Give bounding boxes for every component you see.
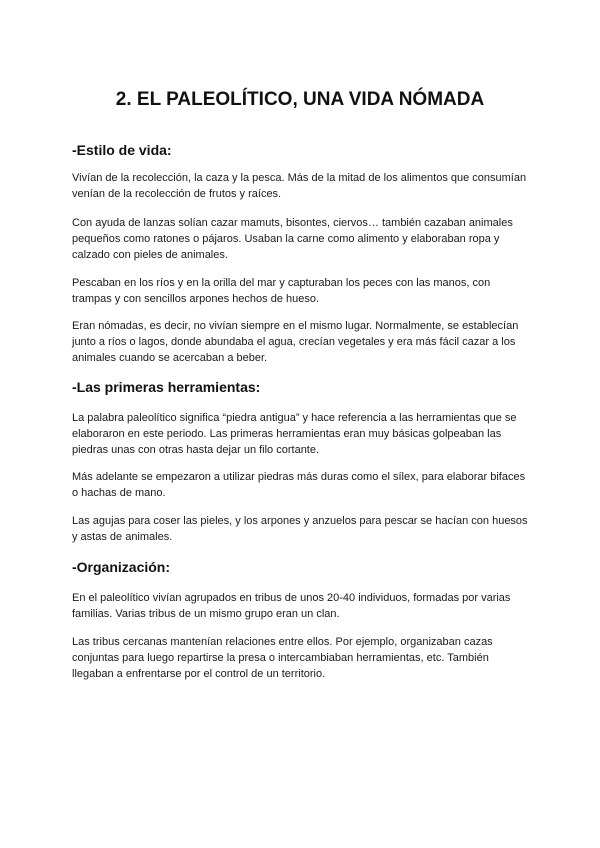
paragraph: Pescaban en los ríos y en la orilla del mar y capturaban los peces con las manos, con trampas y con sencillos arpones hechos de hueso.	[72, 277, 491, 305]
section-heading-organizacion: -Organización:	[72, 559, 171, 575]
paragraph: Las agujas para coser las pieles, y los arpones y anzuelos para pescar se hacían con huesos y astas de animales.	[72, 515, 528, 543]
paragraph: Eran nómadas, es decir, no vivían siempre en el mismo lugar. Normalmente, se establecían junto a ríos o lagos, donde abundaba el agua, crecían vegetales y era más fácil cazar a los animales cuando se acercaban a beber.	[72, 320, 519, 364]
paragraph: Vivían de la recolección, la caza y la pesca. Más de la mitad de los alimentos que consumían venían de la recolección de frutos y raíces.	[72, 172, 527, 200]
paragraph: Más adelante se empezaron a utilizar piedras más duras como el sílex, para elaborar bifaces o hachas de mano.	[72, 471, 526, 499]
page-title: 2. EL PALEOLÍTICO, UNA VIDA NÓMADA	[115, 89, 485, 110]
paragraph: Las tribus cercanas mantenían relaciones entre ellos. Por ejemplo, organizaban cazas conjuntas para luego repartirse la presa o intercambiaban herramientas, etc. También llegaban a enfrentarse por el control de un territorio.	[72, 636, 493, 680]
paragraph: En el paleolítico vivían agrupados en tribus de unos 20-40 individuos, formadas por varias familias. Varias tribus de un mismo grupo eran un clan.	[72, 592, 511, 620]
paragraph: La palabra paleolítico significa “piedra antigua” y hace referencia a las herramientas que se elaboraron en este periodo. Las primeras herramientas eran muy básicas golpeaban las piedras unas con otras hasta dejar un filo cortante.	[72, 412, 517, 456]
section-heading-estilo-de-vida: -Estilo de vida:	[72, 142, 172, 158]
section-heading-primeras-herramientas: -Las primeras herramientas:	[72, 379, 261, 395]
paragraph: Con ayuda de lanzas solían cazar mamuts, bisontes, ciervos… también cazaban animales pequeños como ratones o pájaros. Usaban la carne como alimento y elaboraban ropa y calzado con pieles de animales.	[72, 217, 513, 261]
